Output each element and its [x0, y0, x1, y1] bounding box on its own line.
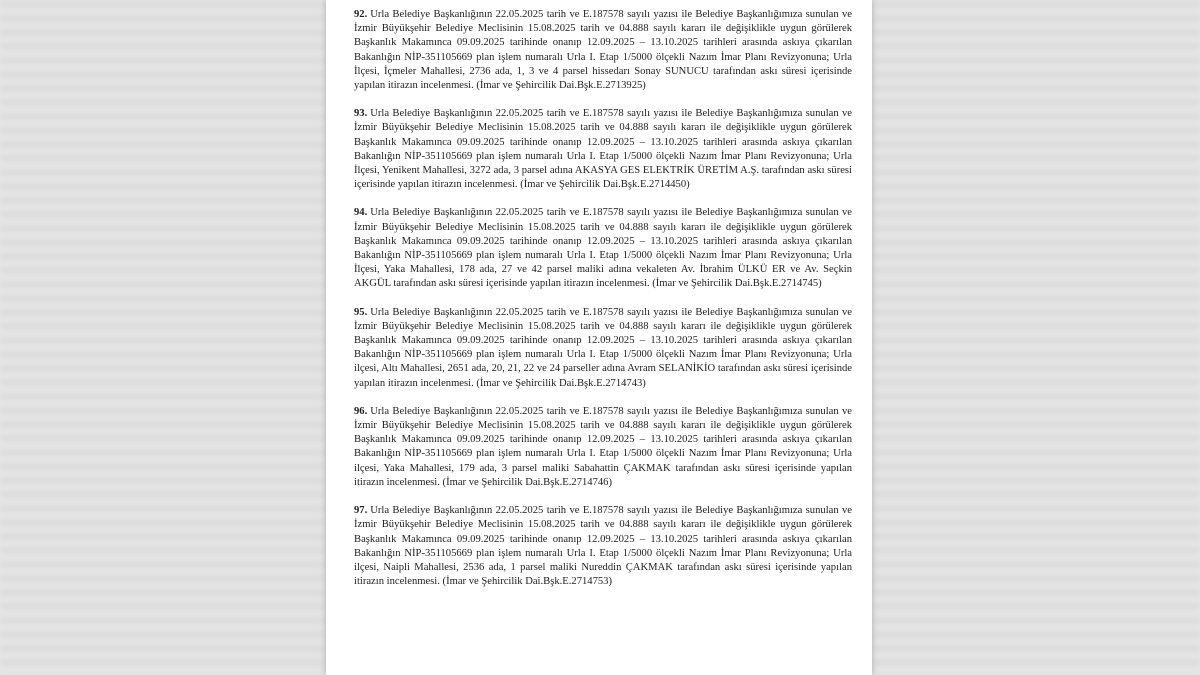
document-page	[326, 0, 872, 675]
blurred-background-left	[0, 0, 326, 675]
item-number: 92.	[354, 9, 368, 20]
agenda-item-92	[354, 8, 852, 93]
item-number: 96.	[354, 405, 368, 417]
item-text: Urla Belediye Başkanlığının 22.05.2025 tarih ve E.187578 sayılı yazısı ile Belediye Başkanlığımıza sunulan ve İzmir Büyükşehir Belediye Meclisinin 15.08.2025 tarih ve 04.888 sayılı kararı ile değişiklikle uygun görülerek Başkanlık Makamınca 09.09.2025 tarihinde onanıp 12.09.2025 – 13.10.2025 tarihleri arasında askıya çıkarılan Bakanlığın NİP-351105669 plan işlem numaralı Urla I. Etap 1/5000 ölçekli Nazım İmar Planı Revizyonuna; Urla ilçesi, Altı Mahallesi, 2651 ada, 20, 21, 22 ve 24 parseller adına Avram SELANİKİO tarafından askı süresi içerisinde yapılan itirazın incelenmesi. (İmar ve Şehircilik Dai.Bşk.E.2714743)	[354, 306, 852, 389]
item-number: 95.	[354, 306, 368, 318]
item-text: Urla Belediye Başkanlığının 22.05.2025 tarih ve E.187578 sayılı yazısı ile Belediye Başkanlığımıza sunulan ve İzmir Büyükşehir Belediye Meclisinin 15.08.2025 tarih ve 04.888 sayılı kararı ile değişiklikle uygun görülerek Başkanlık Makamınca 09.09.2025 tarihinde onanıp 12.09.2025 – 13.10.2025 tarihleri arasında askıya çıkarılan Bakanlığın NİP-351105669 plan işlem numaralı Urla I. Etap 1/5000 ölçekli Nazım İmar Planı Revizyonuna; Urla ilçesi, Yaka Mahallesi, 179 ada, 3 parsel maliki Sabahattin ÇAKMAK tarafından askı süresi içerisinde yapılan itirazın incelenmesi. (İmar ve Şehircilik Dai.Bşk.E.2714746)	[354, 405, 852, 488]
agenda-item-95	[354, 306, 852, 391]
agenda-item-94	[354, 206, 852, 291]
blurred-background-right	[872, 0, 1200, 675]
item-number: 94.	[354, 207, 368, 219]
item-text: Urla Belediye Başkanlığının 22.05.2025 tarih ve E.187578 sayılı yazısı ile Belediye Başkanlığımıza sunulan ve İzmir Büyükşehir Belediye Meclisinin 15.08.2025 tarih ve 04.888 sayılı kararı ile değişiklikle uygun görülerek Başkanlık Makamınca 09.09.2025 tarihinde onanıp 12.09.2025 – 13.10.2025 tarihleri arasında askıya çıkarılan Bakanlığın NİP-351105669 plan işlem numaralı Urla I. Etap 1/5000 ölçekli Nazım İmar Planı Revizyonuna; Urla İlçesi, Yaka Mahallesi, 178 ada, 27 ve 42 parsel maliki adına vekaleten Av. İbrahim ÜLKÜ ER ve Av. Seçkin AKGÜL tarafından askı süresi içerisinde yapılan itirazın incelenmesi. (İmar ve Şehircilik Dai.Bşk.E.2714745)	[354, 207, 852, 290]
agenda-list	[354, 8, 852, 603]
agenda-item-93	[354, 107, 852, 192]
agenda-item-97	[354, 504, 852, 589]
item-number: 97.	[354, 505, 368, 517]
item-text: Urla Belediye Başkanlığının 22.05.2025 tarih ve E.187578 sayılı yazısı ile Belediye Başkanlığımıza sunulan ve İzmir Büyükşehir Belediye Meclisinin 15.08.2025 tarih ve 04.888 sayılı kararı ile değişiklikle uygun görülerek Başkanlık Makamınca 09.09.2025 tarihinde onanıp 12.09.2025 – 13.10.2025 tarihleri arasında askıya çıkarılan Bakanlığın NİP-351105669 plan işlem numaralı Urla I. Etap 1/5000 ölçekli Nazım İmar Planı Revizyonuna; Urla İlçesi, İçmeler Mahallesi, 2736 ada, 1, 3 ve 4 parsel hissedarı Sonay SUNUCU tarafından askı süresi içerisinde yapılan itirazın incelenmesi. (İmar ve Şehircilik Dai.Bşk.E.2713925)	[354, 9, 852, 92]
item-text: Urla Belediye Başkanlığının 22.05.2025 tarih ve E.187578 sayılı yazısı ile Belediye Başkanlığımıza sunulan ve İzmir Büyükşehir Belediye Meclisinin 15.08.2025 tarih ve 04.888 sayılı kararı ile değişiklikle uygun görülerek Başkanlık Makamınca 09.09.2025 tarihinde onanıp 12.09.2025 – 13.10.2025 tarihleri arasında askıya çıkarılan Bakanlığın NİP-351105669 plan işlem numaralı Urla I. Etap 1/5000 ölçekli Nazım İmar Planı Revizyonuna; Urla İlçesi, Yenikent Mahallesi, 3272 ada, 3 parsel adına AKASYA GES ELEKTRİK ÜRETİM A.Ş. tarafından askı süresi içerisinde yapılan itirazın incelenmesi. (İmar ve Şehircilik Dai.Bşk.E.2714450)	[354, 108, 852, 191]
agenda-item-96	[354, 405, 852, 490]
item-number: 93.	[354, 108, 368, 120]
item-text: Urla Belediye Başkanlığının 22.05.2025 tarih ve E.187578 sayılı yazısı ile Belediye Başkanlığımıza sunulan ve İzmir Büyükşehir Belediye Meclisinin 15.08.2025 tarih ve 04.888 sayılı kararı ile değişiklikle uygun görülerek Başkanlık Makamınca 09.09.2025 tarihinde onanıp 12.09.2025 – 13.10.2025 tarihleri arasında askıya çıkarılan Bakanlığın NİP-351105669 plan işlem numaralı Urla I. Etap 1/5000 ölçekli Nazım İmar Planı Revizyonuna; Urla ilçesi, Naipli Mahallesi, 2536 ada, 1 parsel maliki Nureddin ÇAKMAK tarafından askı süresi içerisinde yapılan itirazın incelenmesi. (İmar ve Şehircilik Dai.Bşk.E.2714753)	[354, 505, 852, 588]
